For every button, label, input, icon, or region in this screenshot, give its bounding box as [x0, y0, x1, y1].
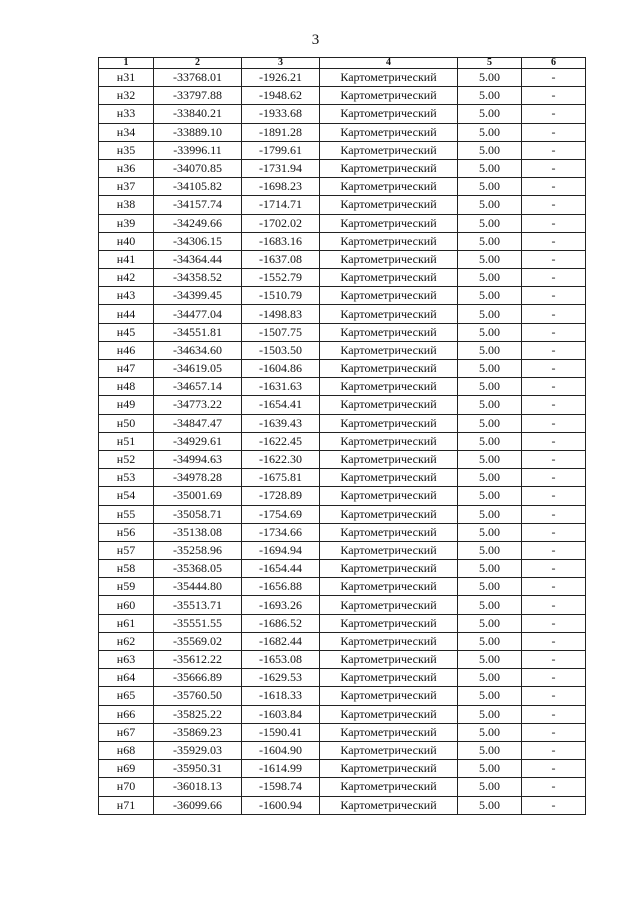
point-id-cell: н38	[99, 196, 154, 214]
accuracy-cell: 5.00	[458, 614, 522, 632]
table-row	[99, 541, 586, 559]
point-id-cell: н50	[99, 414, 154, 432]
accuracy-cell: 5.00	[458, 141, 522, 159]
method-cell: Картометрический	[320, 159, 458, 177]
accuracy-cell: 5.00	[458, 323, 522, 341]
accuracy-cell: 5.00	[458, 287, 522, 305]
y-coordinate-cell: -1552.79	[242, 269, 320, 287]
method-cell: Картометрический	[320, 414, 458, 432]
description-cell: -	[522, 360, 586, 378]
table-row	[99, 87, 586, 105]
method-cell: Картометрический	[320, 196, 458, 214]
accuracy-cell: 5.00	[458, 705, 522, 723]
point-id-cell: н70	[99, 778, 154, 796]
description-cell: -	[522, 614, 586, 632]
point-id-cell: н37	[99, 178, 154, 196]
point-id-cell: н46	[99, 341, 154, 359]
description-cell: -	[522, 651, 586, 669]
accuracy-cell: 5.00	[458, 760, 522, 778]
accuracy-cell: 5.00	[458, 578, 522, 596]
method-cell: Картометрический	[320, 669, 458, 687]
y-coordinate-cell: -1702.02	[242, 214, 320, 232]
table-row	[99, 687, 586, 705]
accuracy-cell: 5.00	[458, 414, 522, 432]
x-coordinate-cell: -35569.02	[154, 632, 242, 650]
y-coordinate-cell: -1654.41	[242, 396, 320, 414]
y-coordinate-cell: -1675.81	[242, 469, 320, 487]
accuracy-cell: 5.00	[458, 778, 522, 796]
point-id-cell: н47	[99, 360, 154, 378]
point-id-cell: н32	[99, 87, 154, 105]
x-coordinate-cell: -35929.03	[154, 741, 242, 759]
y-coordinate-cell: -1693.26	[242, 596, 320, 614]
x-coordinate-cell: -35444.80	[154, 578, 242, 596]
x-coordinate-cell: -34249.66	[154, 214, 242, 232]
x-coordinate-cell: -35612.22	[154, 651, 242, 669]
x-coordinate-cell: -34619.05	[154, 360, 242, 378]
description-cell: -	[522, 560, 586, 578]
method-cell: Картометрический	[320, 596, 458, 614]
method-cell: Картометрический	[320, 341, 458, 359]
point-id-cell: н45	[99, 323, 154, 341]
table-row	[99, 159, 586, 177]
point-id-cell: н35	[99, 141, 154, 159]
method-cell: Картометрический	[320, 232, 458, 250]
table-row	[99, 614, 586, 632]
description-cell: -	[522, 341, 586, 359]
table-row	[99, 341, 586, 359]
y-coordinate-cell: -1622.45	[242, 432, 320, 450]
point-id-cell: н33	[99, 105, 154, 123]
method-cell: Картометрический	[320, 378, 458, 396]
method-cell: Картометрический	[320, 632, 458, 650]
y-coordinate-cell: -1682.44	[242, 632, 320, 650]
accuracy-cell: 5.00	[458, 341, 522, 359]
method-cell: Картометрический	[320, 305, 458, 323]
accuracy-cell: 5.00	[458, 469, 522, 487]
table-row	[99, 214, 586, 232]
page-number: 3	[311, 32, 320, 48]
y-coordinate-cell: -1604.86	[242, 360, 320, 378]
description-cell: -	[522, 378, 586, 396]
description-cell: -	[522, 396, 586, 414]
description-cell: -	[522, 578, 586, 596]
description-cell: -	[522, 232, 586, 250]
accuracy-cell: 5.00	[458, 196, 522, 214]
description-cell: -	[522, 196, 586, 214]
x-coordinate-cell: -34847.47	[154, 414, 242, 432]
x-coordinate-cell: -36099.66	[154, 796, 242, 814]
y-coordinate-cell: -1728.89	[242, 487, 320, 505]
y-coordinate-cell: -1498.83	[242, 305, 320, 323]
y-coordinate-cell: -1653.08	[242, 651, 320, 669]
y-coordinate-cell: -1600.94	[242, 796, 320, 814]
table-body	[99, 69, 586, 815]
x-coordinate-cell: -35058.71	[154, 505, 242, 523]
y-coordinate-cell: -1926.21	[242, 69, 320, 87]
method-cell: Картометрический	[320, 432, 458, 450]
accuracy-cell: 5.00	[458, 687, 522, 705]
accuracy-cell: 5.00	[458, 87, 522, 105]
accuracy-cell: 5.00	[458, 214, 522, 232]
point-id-cell: н71	[99, 796, 154, 814]
y-coordinate-cell: -1731.94	[242, 159, 320, 177]
x-coordinate-cell: -34929.61	[154, 432, 242, 450]
point-id-cell: н55	[99, 505, 154, 523]
x-coordinate-cell: -35001.69	[154, 487, 242, 505]
description-cell: -	[522, 432, 586, 450]
y-coordinate-cell: -1734.66	[242, 523, 320, 541]
method-cell: Картометрический	[320, 687, 458, 705]
y-coordinate-cell: -1598.74	[242, 778, 320, 796]
y-coordinate-cell: -1622.30	[242, 450, 320, 468]
table-row	[99, 432, 586, 450]
y-coordinate-cell: -1629.53	[242, 669, 320, 687]
description-cell: -	[522, 541, 586, 559]
accuracy-cell: 5.00	[458, 651, 522, 669]
y-coordinate-cell: -1686.52	[242, 614, 320, 632]
y-coordinate-cell: -1618.33	[242, 687, 320, 705]
x-coordinate-cell: -34634.60	[154, 341, 242, 359]
description-cell: -	[522, 705, 586, 723]
y-coordinate-cell: -1590.41	[242, 723, 320, 741]
column-header-3: 3	[242, 58, 320, 69]
description-cell: -	[522, 523, 586, 541]
y-coordinate-cell: -1510.79	[242, 287, 320, 305]
accuracy-cell: 5.00	[458, 178, 522, 196]
column-header-4: 4	[320, 58, 458, 69]
method-cell: Картометрический	[320, 614, 458, 632]
description-cell: -	[522, 159, 586, 177]
point-id-cell: н40	[99, 232, 154, 250]
x-coordinate-cell: -36018.13	[154, 778, 242, 796]
table-row	[99, 796, 586, 814]
accuracy-cell: 5.00	[458, 159, 522, 177]
x-coordinate-cell: -35258.96	[154, 541, 242, 559]
point-id-cell: н69	[99, 760, 154, 778]
table-row	[99, 414, 586, 432]
y-coordinate-cell: -1714.71	[242, 196, 320, 214]
method-cell: Картометрический	[320, 541, 458, 559]
description-cell: -	[522, 687, 586, 705]
description-cell: -	[522, 323, 586, 341]
accuracy-cell: 5.00	[458, 541, 522, 559]
y-coordinate-cell: -1637.08	[242, 250, 320, 268]
y-coordinate-cell: -1799.61	[242, 141, 320, 159]
accuracy-cell: 5.00	[458, 632, 522, 650]
x-coordinate-cell: -35138.08	[154, 523, 242, 541]
point-id-cell: н34	[99, 123, 154, 141]
y-coordinate-cell: -1631.63	[242, 378, 320, 396]
y-coordinate-cell: -1683.16	[242, 232, 320, 250]
point-id-cell: н56	[99, 523, 154, 541]
x-coordinate-cell: -34994.63	[154, 450, 242, 468]
method-cell: Картометрический	[320, 560, 458, 578]
method-cell: Картометрический	[320, 360, 458, 378]
point-id-cell: н41	[99, 250, 154, 268]
description-cell: -	[522, 505, 586, 523]
description-cell: -	[522, 414, 586, 432]
table-row	[99, 596, 586, 614]
table-row	[99, 778, 586, 796]
method-cell: Картометрический	[320, 523, 458, 541]
method-cell: Картометрический	[320, 723, 458, 741]
description-cell: -	[522, 796, 586, 814]
point-id-cell: н63	[99, 651, 154, 669]
description-cell: -	[522, 778, 586, 796]
point-id-cell: н48	[99, 378, 154, 396]
method-cell: Картометрический	[320, 505, 458, 523]
table-row	[99, 505, 586, 523]
x-coordinate-cell: -34399.45	[154, 287, 242, 305]
point-id-cell: н51	[99, 432, 154, 450]
method-cell: Картометрический	[320, 469, 458, 487]
description-cell: -	[522, 632, 586, 650]
x-coordinate-cell: -35513.71	[154, 596, 242, 614]
description-cell: -	[522, 69, 586, 87]
accuracy-cell: 5.00	[458, 432, 522, 450]
method-cell: Картометрический	[320, 651, 458, 669]
y-coordinate-cell: -1603.84	[242, 705, 320, 723]
x-coordinate-cell: -34358.52	[154, 269, 242, 287]
x-coordinate-cell: -34157.74	[154, 196, 242, 214]
point-id-cell: н42	[99, 269, 154, 287]
point-id-cell: н66	[99, 705, 154, 723]
table-row	[99, 450, 586, 468]
accuracy-cell: 5.00	[458, 69, 522, 87]
accuracy-cell: 5.00	[458, 360, 522, 378]
method-cell: Картометрический	[320, 141, 458, 159]
x-coordinate-cell: -34364.44	[154, 250, 242, 268]
table-row	[99, 232, 586, 250]
method-cell: Картометрический	[320, 741, 458, 759]
description-cell: -	[522, 723, 586, 741]
x-coordinate-cell: -34978.28	[154, 469, 242, 487]
x-coordinate-cell: -35825.22	[154, 705, 242, 723]
description-cell: -	[522, 250, 586, 268]
y-coordinate-cell: -1698.23	[242, 178, 320, 196]
y-coordinate-cell: -1503.50	[242, 341, 320, 359]
point-id-cell: н64	[99, 669, 154, 687]
y-coordinate-cell: -1948.62	[242, 87, 320, 105]
x-coordinate-cell: -34070.85	[154, 159, 242, 177]
accuracy-cell: 5.00	[458, 450, 522, 468]
method-cell: Картометрический	[320, 250, 458, 268]
accuracy-cell: 5.00	[458, 487, 522, 505]
method-cell: Картометрический	[320, 578, 458, 596]
y-coordinate-cell: -1614.99	[242, 760, 320, 778]
x-coordinate-cell: -34477.04	[154, 305, 242, 323]
accuracy-cell: 5.00	[458, 250, 522, 268]
accuracy-cell: 5.00	[458, 305, 522, 323]
method-cell: Картометрический	[320, 214, 458, 232]
method-cell: Картометрический	[320, 287, 458, 305]
description-cell: -	[522, 487, 586, 505]
table-row	[99, 578, 586, 596]
accuracy-cell: 5.00	[458, 269, 522, 287]
accuracy-cell: 5.00	[458, 396, 522, 414]
table-row	[99, 196, 586, 214]
accuracy-cell: 5.00	[458, 796, 522, 814]
description-cell: -	[522, 287, 586, 305]
description-cell: -	[522, 105, 586, 123]
method-cell: Картометрический	[320, 323, 458, 341]
accuracy-cell: 5.00	[458, 105, 522, 123]
y-coordinate-cell: -1507.75	[242, 323, 320, 341]
table-row	[99, 705, 586, 723]
table-row	[99, 178, 586, 196]
y-coordinate-cell: -1654.44	[242, 560, 320, 578]
table-row	[99, 760, 586, 778]
x-coordinate-cell: -33840.21	[154, 105, 242, 123]
accuracy-cell: 5.00	[458, 669, 522, 687]
x-coordinate-cell: -35551.55	[154, 614, 242, 632]
accuracy-cell: 5.00	[458, 378, 522, 396]
method-cell: Картометрический	[320, 450, 458, 468]
point-id-cell: н44	[99, 305, 154, 323]
point-id-cell: н61	[99, 614, 154, 632]
table-row	[99, 723, 586, 741]
description-cell: -	[522, 178, 586, 196]
point-id-cell: н68	[99, 741, 154, 759]
x-coordinate-cell: -34306.15	[154, 232, 242, 250]
column-header-5: 5	[458, 58, 522, 69]
description-cell: -	[522, 123, 586, 141]
accuracy-cell: 5.00	[458, 232, 522, 250]
coordinates-table	[98, 57, 586, 815]
table-row	[99, 360, 586, 378]
point-id-cell: н43	[99, 287, 154, 305]
x-coordinate-cell: -33889.10	[154, 123, 242, 141]
point-id-cell: н39	[99, 214, 154, 232]
method-cell: Картометрический	[320, 105, 458, 123]
table-row	[99, 632, 586, 650]
column-header-6: 6	[522, 58, 586, 69]
table-row	[99, 250, 586, 268]
table-row	[99, 396, 586, 414]
accuracy-cell: 5.00	[458, 560, 522, 578]
x-coordinate-cell: -35950.31	[154, 760, 242, 778]
description-cell: -	[522, 469, 586, 487]
table-row	[99, 560, 586, 578]
table-row	[99, 141, 586, 159]
point-id-cell: н49	[99, 396, 154, 414]
point-id-cell: н58	[99, 560, 154, 578]
description-cell: -	[522, 87, 586, 105]
point-id-cell: н31	[99, 69, 154, 87]
y-coordinate-cell: -1694.94	[242, 541, 320, 559]
table-row	[99, 323, 586, 341]
x-coordinate-cell: -35869.23	[154, 723, 242, 741]
table-row	[99, 669, 586, 687]
x-coordinate-cell: -33797.88	[154, 87, 242, 105]
accuracy-cell: 5.00	[458, 123, 522, 141]
x-coordinate-cell: -33768.01	[154, 69, 242, 87]
table-row	[99, 69, 586, 87]
description-cell: -	[522, 596, 586, 614]
description-cell: -	[522, 269, 586, 287]
method-cell: Картометрический	[320, 269, 458, 287]
column-header-1: 1	[99, 58, 154, 69]
table-row	[99, 487, 586, 505]
description-cell: -	[522, 214, 586, 232]
table-row	[99, 123, 586, 141]
method-cell: Картометрический	[320, 69, 458, 87]
y-coordinate-cell: -1891.28	[242, 123, 320, 141]
description-cell: -	[522, 141, 586, 159]
description-cell: -	[522, 669, 586, 687]
point-id-cell: н54	[99, 487, 154, 505]
x-coordinate-cell: -33996.11	[154, 141, 242, 159]
method-cell: Картометрический	[320, 705, 458, 723]
accuracy-cell: 5.00	[458, 723, 522, 741]
point-id-cell: н57	[99, 541, 154, 559]
table-row	[99, 269, 586, 287]
x-coordinate-cell: -35760.50	[154, 687, 242, 705]
description-cell: -	[522, 741, 586, 759]
method-cell: Картометрический	[320, 760, 458, 778]
point-id-cell: н67	[99, 723, 154, 741]
accuracy-cell: 5.00	[458, 741, 522, 759]
x-coordinate-cell: -34551.81	[154, 323, 242, 341]
method-cell: Картометрический	[320, 487, 458, 505]
y-coordinate-cell: -1656.88	[242, 578, 320, 596]
method-cell: Картометрический	[320, 796, 458, 814]
method-cell: Картометрический	[320, 778, 458, 796]
method-cell: Картометрический	[320, 87, 458, 105]
point-id-cell: н60	[99, 596, 154, 614]
table-row	[99, 469, 586, 487]
x-coordinate-cell: -34105.82	[154, 178, 242, 196]
table-row	[99, 105, 586, 123]
point-id-cell: н65	[99, 687, 154, 705]
table-row	[99, 305, 586, 323]
accuracy-cell: 5.00	[458, 596, 522, 614]
point-id-cell: н36	[99, 159, 154, 177]
x-coordinate-cell: -35666.89	[154, 669, 242, 687]
x-coordinate-cell: -35368.05	[154, 560, 242, 578]
table-row	[99, 523, 586, 541]
accuracy-cell: 5.00	[458, 505, 522, 523]
accuracy-cell: 5.00	[458, 523, 522, 541]
y-coordinate-cell: -1754.69	[242, 505, 320, 523]
x-coordinate-cell: -34773.22	[154, 396, 242, 414]
table-row	[99, 287, 586, 305]
table-row	[99, 651, 586, 669]
method-cell: Картометрический	[320, 396, 458, 414]
table-header-row	[99, 58, 586, 69]
point-id-cell: н52	[99, 450, 154, 468]
description-cell: -	[522, 305, 586, 323]
point-id-cell: н59	[99, 578, 154, 596]
y-coordinate-cell: -1604.90	[242, 741, 320, 759]
x-coordinate-cell: -34657.14	[154, 378, 242, 396]
column-header-2: 2	[154, 58, 242, 69]
description-cell: -	[522, 760, 586, 778]
table-row	[99, 378, 586, 396]
table-row	[99, 741, 586, 759]
description-cell: -	[522, 450, 586, 468]
y-coordinate-cell: -1639.43	[242, 414, 320, 432]
point-id-cell: н62	[99, 632, 154, 650]
point-id-cell: н53	[99, 469, 154, 487]
method-cell: Картометрический	[320, 178, 458, 196]
y-coordinate-cell: -1933.68	[242, 105, 320, 123]
method-cell: Картометрический	[320, 123, 458, 141]
